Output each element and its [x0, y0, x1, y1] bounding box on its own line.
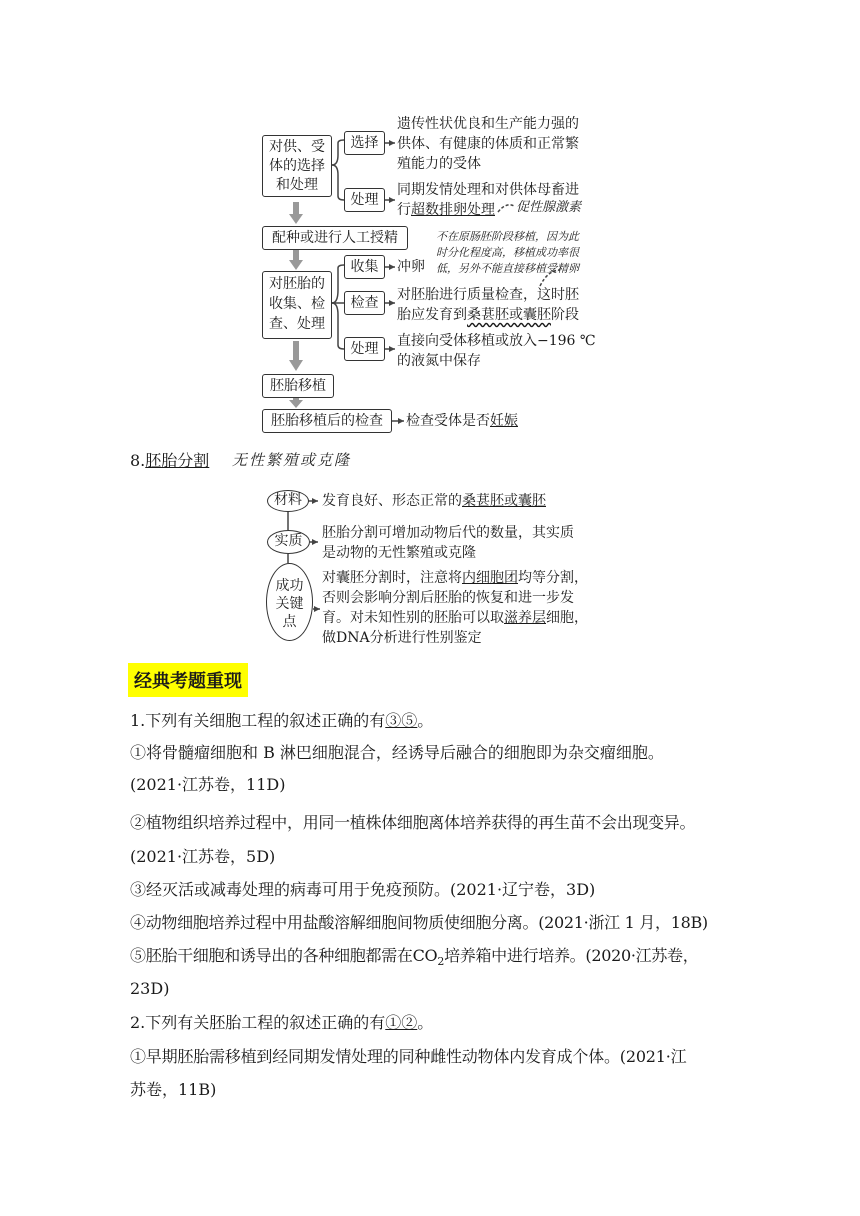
section8-title: 胚胎分割 — [145, 451, 210, 470]
process-desc-2-underlined: 超数排卵处理 — [411, 202, 495, 218]
material-oval — [267, 490, 309, 512]
material-desc — [322, 491, 546, 511]
q1-item-1-source: (2021·江苏卷，11D) — [130, 775, 286, 794]
collect-desc: 冲卵 — [397, 259, 425, 275]
material-label: 材料 — [274, 492, 302, 508]
key-point-oval — [266, 563, 313, 641]
q2-stem — [130, 1012, 433, 1034]
select-desc-2: 供体、有健康的体质和正常繁 — [397, 136, 579, 152]
q1-item-1: ①将骨髓瘤细胞和 B 淋巴细胞混合，经诱导后融合的细胞即为杂交瘤细胞。 — [130, 743, 664, 762]
select-label-box — [344, 131, 385, 155]
essence-desc-2: 是动物的无性繁殖或克隆 — [322, 545, 476, 561]
q2-stem-pre: 2.下列有关胚胎工程的叙述正确的有 — [130, 1013, 386, 1032]
select-desc-3: 殖能力的受体 — [397, 156, 481, 172]
flow-connectors — [0, 0, 860, 440]
process-label: 处理 — [350, 192, 379, 208]
section8-number: 8. — [130, 451, 146, 470]
mating-text: 配种或进行人工授精 — [272, 230, 398, 246]
process-label-box — [344, 188, 385, 212]
post-transfer-desc-underlined: 妊娠 — [490, 413, 518, 429]
check-label-box — [344, 291, 385, 315]
handle-desc-2: 的液氮中保存 — [397, 353, 481, 369]
q1-item-2: ②植物组织培养过程中，用同一植株体细胞离体培养获得的再生苗不会出现变异。 — [130, 813, 696, 832]
handle-label-box — [344, 337, 385, 361]
key-desc-1-post: 均等分割， — [518, 570, 588, 586]
check-desc-2-post: 阶段 — [551, 307, 579, 323]
key-desc-1-underlined: 内细胞团 — [462, 570, 518, 586]
q1-stem — [130, 710, 433, 732]
collect-label: 收集 — [350, 259, 379, 275]
selection-process-box — [262, 135, 332, 197]
check-desc-2-underlined: 桑葚胚或囊胚 — [467, 307, 551, 323]
embryo-transfer-text: 胚胎移植 — [270, 378, 326, 394]
check-desc-2-pre: 胎应发育到 — [397, 307, 467, 323]
essence-oval — [267, 530, 310, 554]
handle-label: 处理 — [350, 341, 379, 357]
q2-item-1-source: 苏卷，11B) — [130, 1080, 217, 1099]
check-desc-1: 对胚胎进行质量检查，这时胚 — [397, 287, 579, 303]
hand-note-gonadotropin: 促性腺激素 — [516, 200, 582, 215]
key-desc-3-post: 细胞， — [546, 610, 588, 626]
key-desc-4: 做DNA分析进行性别鉴定 — [322, 630, 482, 646]
mating-box — [262, 226, 408, 250]
embryo-process-box — [262, 271, 332, 339]
collect-label-box — [344, 255, 385, 279]
q1-item-5-sub: 2 — [437, 955, 445, 969]
q1-item-3: ③经灭活或减毒处理的病毒可用于免疫预防。(2021·辽宁卷，3D) — [130, 880, 596, 899]
check-label: 检查 — [350, 295, 379, 311]
q1-answer: ③⑤ — [385, 711, 418, 730]
q1-stem-post: 。 — [417, 711, 434, 730]
q1-item-5-source: 23D) — [130, 979, 170, 998]
hand-note-transfer-a: 不在原肠胚阶段移植，因为此 — [436, 230, 579, 243]
key-label-2: 关键 — [275, 596, 304, 612]
essence-label: 实质 — [274, 533, 303, 549]
key-desc-1 — [322, 568, 588, 588]
q1-item-5-post: 培养箱中进行培养。(2020·江苏卷， — [444, 946, 699, 965]
process-desc-2 — [397, 200, 495, 220]
post-transfer-desc-pre: 检查受体是否 — [406, 413, 490, 429]
essence-desc-1: 胚胎分割可增加动物后代的数量，其实质 — [322, 525, 574, 541]
key-desc-1-pre: 对囊胚分割时，注意将 — [322, 570, 462, 586]
q2-item-1: ①早期胚胎需移植到经同期发情处理的同种雌性动物体内发育成个体。(2021·江 — [130, 1047, 687, 1066]
select-desc-1: 遗传性状优良和生产能力强的 — [397, 116, 579, 132]
post-transfer-box — [262, 409, 392, 433]
key-desc-2: 否则会影响分割后胚胎的恢复和进一步发 — [322, 590, 574, 606]
process-desc-1: 同期发情处理和对供体母畜进 — [397, 182, 579, 198]
embryo-process-text: 对胚胎的收集、检查、处理 — [269, 276, 325, 332]
handle-desc-1: 直接向受体移植或放入−196 ℃ — [397, 333, 596, 349]
key-desc-3-underlined: 滋养层 — [504, 610, 546, 626]
material-desc-underlined: 桑葚胚或囊胚 — [462, 493, 546, 509]
q1-item-5 — [130, 945, 698, 973]
q1-item-5-pre: ⑤胚胎干细胞和诱导出的各种细胞都需在CO — [130, 946, 438, 965]
hand-note-transfer-c: 低，另外不能直接移植受精卵 — [436, 262, 579, 275]
section-heading: 经典考题重现 — [128, 663, 248, 697]
q2-answer: ①② — [385, 1013, 418, 1032]
section8-hand-note: 无性繁殖或克隆 — [232, 451, 352, 469]
selection-process-text: 对供、受体的选择和处理 — [269, 139, 325, 193]
embryo-transfer-box — [262, 374, 334, 398]
q1-item-4: ④动物细胞培养过程中用盐酸溶解细胞间物质使细胞分离。(2021·浙江 1 月，18B) — [130, 913, 708, 932]
post-transfer-desc — [406, 411, 518, 431]
section8-heading — [130, 450, 209, 472]
key-label-3: 点 — [282, 614, 297, 630]
q1-item-2-source: (2021·江苏卷，5D) — [130, 847, 276, 866]
post-transfer-text: 胚胎移植后的检查 — [271, 413, 383, 429]
q2-stem-post: 。 — [417, 1013, 434, 1032]
select-label: 选择 — [350, 135, 379, 151]
check-desc-2 — [397, 305, 579, 325]
process-desc-2-pre: 行 — [397, 202, 411, 218]
q1-stem-pre: 1.下列有关细胞工程的叙述正确的有 — [130, 711, 386, 730]
key-label-1: 成功 — [275, 578, 304, 594]
key-desc-3-pre: 育。对未知性别的胚胎可以取 — [322, 610, 504, 626]
material-desc-pre: 发育良好、形态正常的 — [322, 493, 462, 509]
hand-note-transfer-b: 时分化程度高，移植成功率很 — [436, 246, 579, 259]
key-desc-3 — [322, 608, 588, 628]
